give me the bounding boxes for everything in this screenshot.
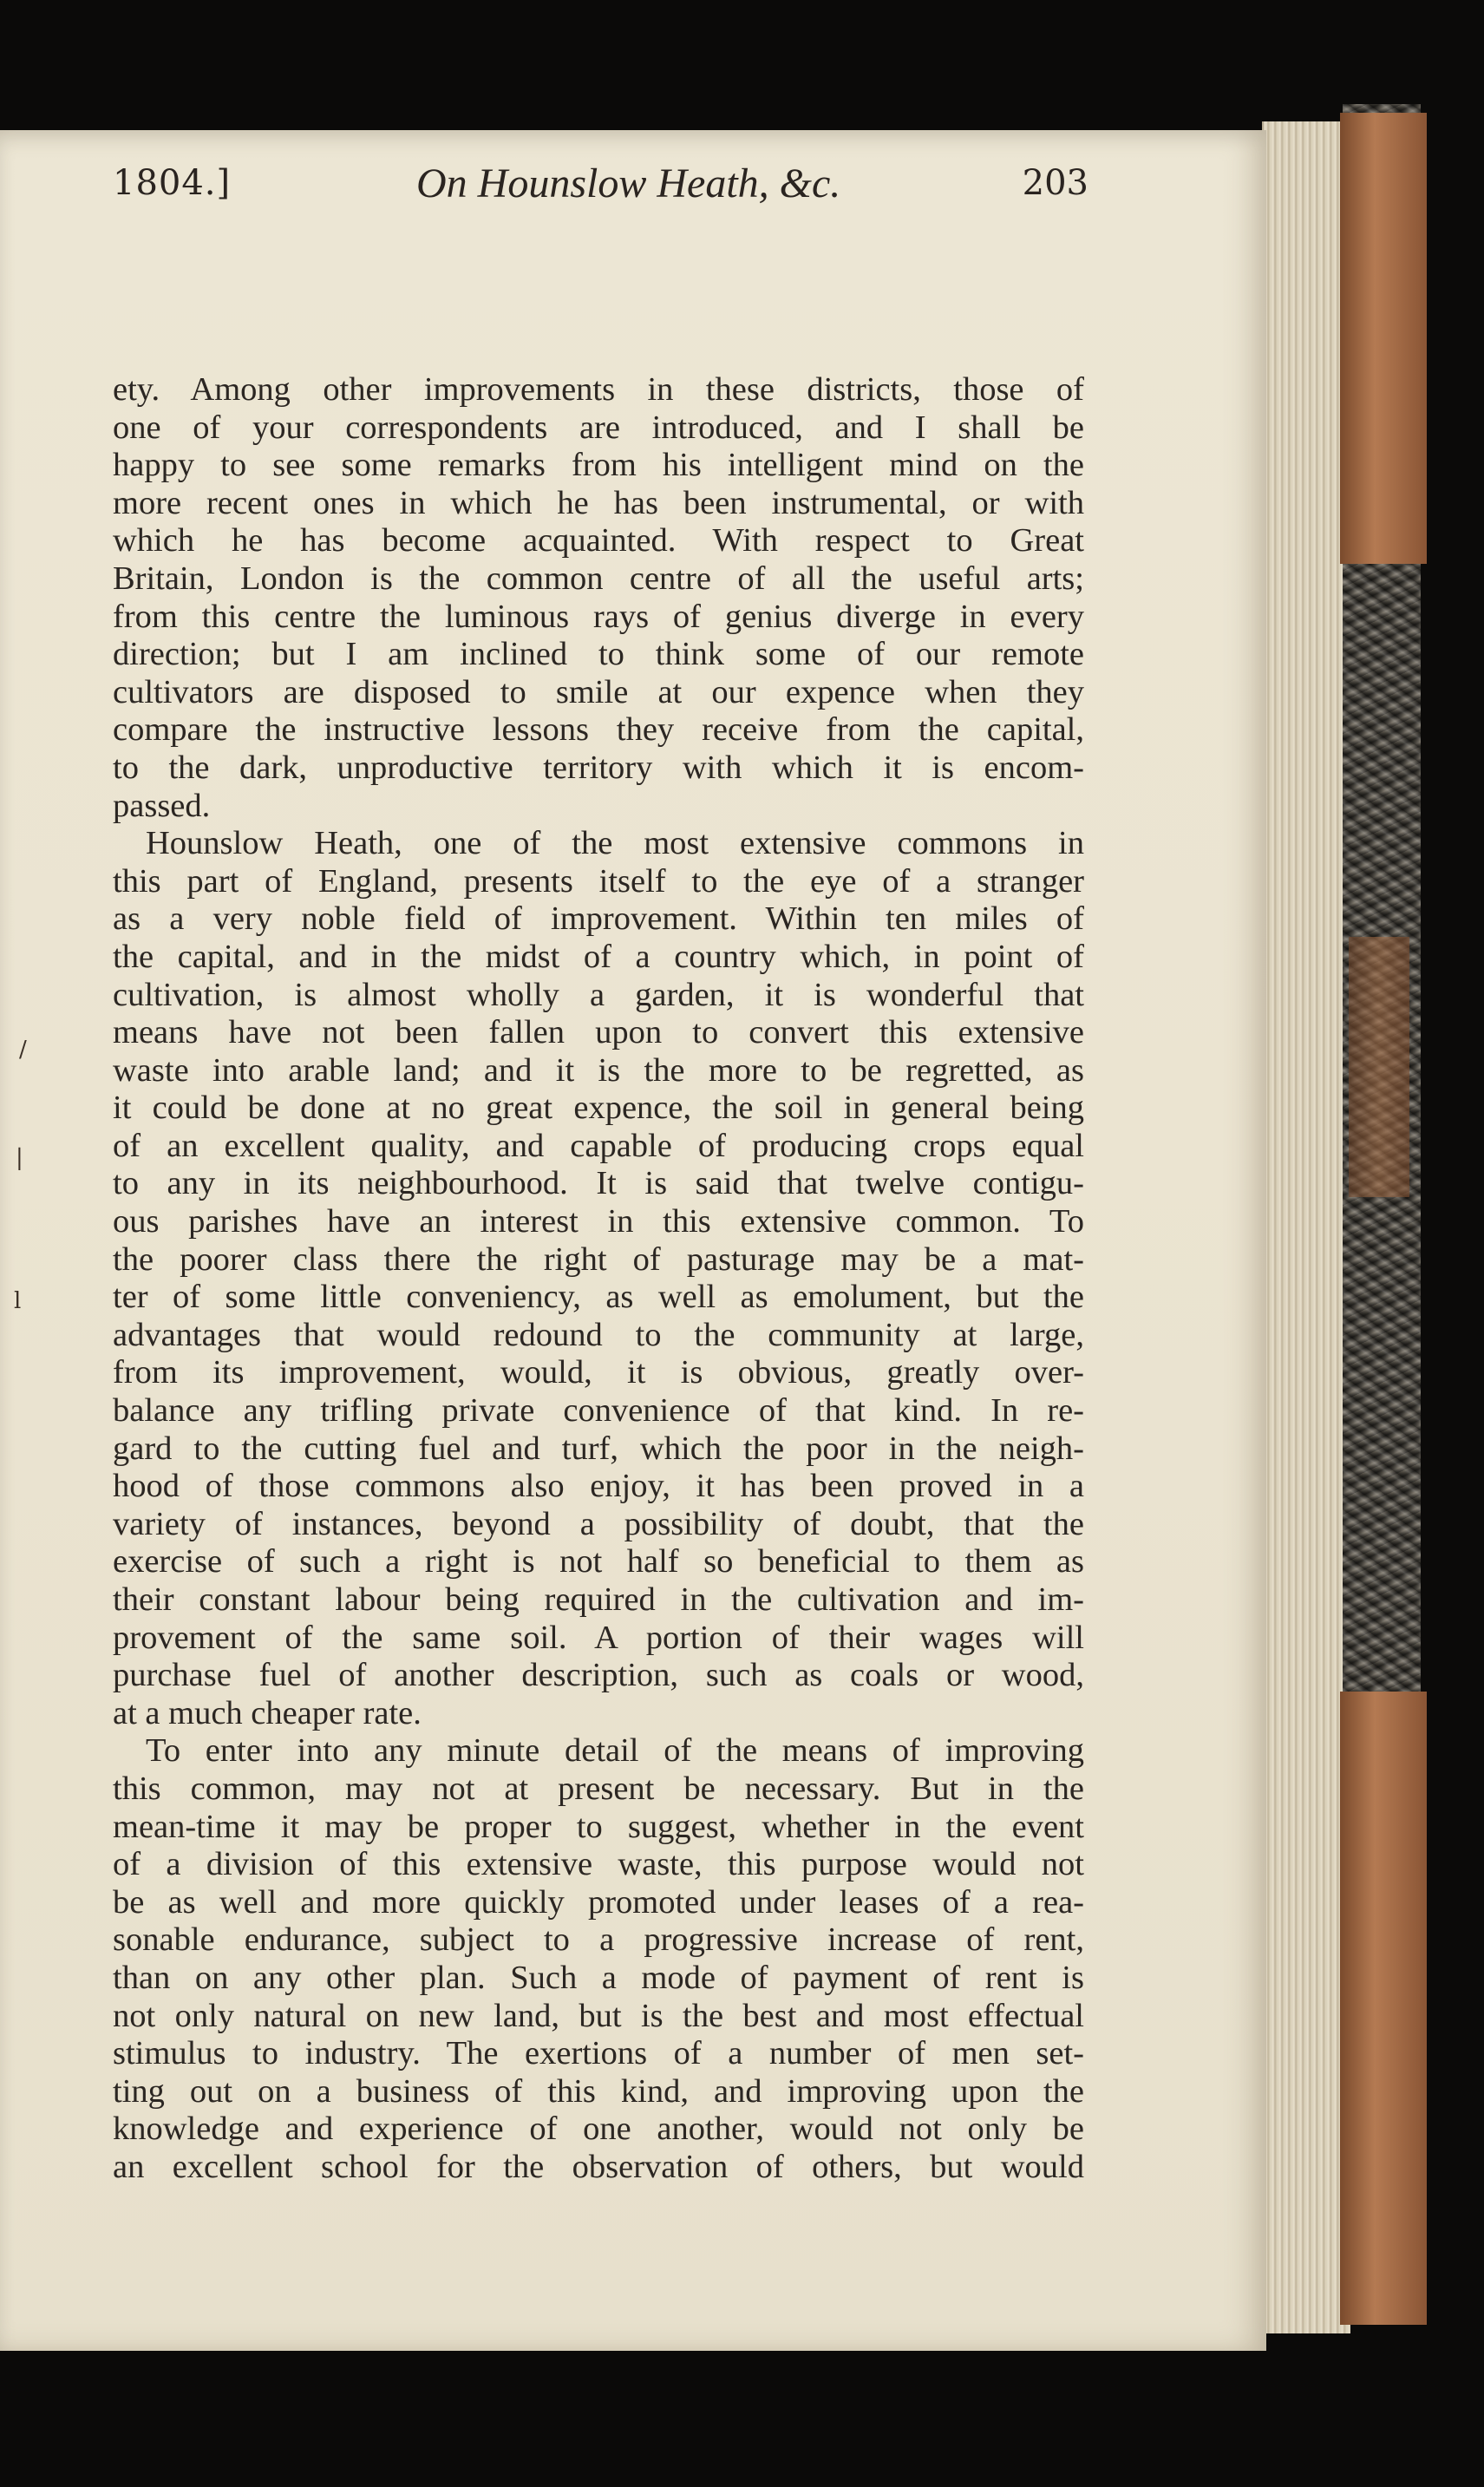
margin-mark: /	[19, 1037, 27, 1063]
text-line: which he has become acquainted. With respect to Great	[113, 522, 1084, 560]
margin-mark: |	[16, 1145, 23, 1171]
text-line: more recent ones in which he has been instrumental, or with	[113, 484, 1084, 521]
text-line: compare the instructive lessons they receive from the capital,	[113, 711, 1084, 749]
leather-spine-top	[1340, 113, 1427, 564]
text-line: cultivators are disposed to smile at our expence when they	[113, 673, 1084, 710]
text-line: their constant labour being required in the cultivation and im-	[113, 1581, 1084, 1618]
text-line: ous parishes have an interest in this extensive common. To	[113, 1203, 1084, 1240]
text-line: sonable endurance, subject to a progressive increase of rent,	[113, 1921, 1084, 1959]
text-line: purchase fuel of another description, such as coals or wood,	[113, 1657, 1084, 1694]
text-line: ety. Among other improvements in these districts, those of	[113, 371, 1084, 408]
leather-spine-middle	[1349, 937, 1409, 1197]
text-line: to any in its neighbourhood. It is said that twelve contigu-	[113, 1165, 1084, 1202]
text-line: To enter into any minute detail of the means of improving	[146, 1732, 1084, 1770]
text-line: be as well and more quickly promoted under leases of a rea-	[113, 1883, 1084, 1921]
text-line: cultivation, is almost wholly a garden, it is wonderful that	[113, 976, 1084, 1013]
text-line: Britain, London is the common centre of all the useful arts;	[113, 560, 1084, 597]
text-line: happy to see some remarks from his intelligent mind on the	[113, 447, 1084, 484]
text-line: than on any other plan. Such a mode of payment of rent is	[113, 1959, 1084, 1996]
text-line: as a very noble field of improvement. Within ten miles of	[113, 900, 1084, 938]
text-line: gard to the cutting fuel and turf, which the poor in the neigh-	[113, 1430, 1084, 1467]
page-edges	[1262, 121, 1350, 2333]
page-number: 203	[1022, 163, 1088, 203]
text-line: exercise of such a right is not half so beneficial to them as	[113, 1543, 1084, 1581]
text-line: one of your correspondents are introduced, and I shall be	[113, 409, 1084, 446]
text-line: advantages that would redound to the community at large,	[113, 1316, 1084, 1353]
text-line: balance any trifling private convenience of that kind. In re-	[113, 1392, 1084, 1430]
text-line: this common, may not at present be necessary. But in the	[113, 1770, 1084, 1807]
margin-mark: l	[14, 1288, 22, 1314]
text-line: Hounslow Heath, one of the most extensive commons in	[146, 825, 1084, 862]
text-line: not only natural on new land, but is the best and most effectual	[113, 1997, 1084, 2034]
text-line: stimulus to industry. The exertions of a number of men set-	[113, 2035, 1084, 2072]
text-line: ter of some little conveniency, as well as emolument, but the	[113, 1279, 1084, 1316]
text-line: waste into arable land; and it is the more to be regretted, as	[113, 1051, 1084, 1089]
text-line: of an excellent quality, and capable of producing crops equal	[113, 1127, 1084, 1164]
leather-spine-bottom	[1340, 1692, 1427, 2325]
running-head	[0, 160, 1266, 224]
text-line: knowledge and experience of one another, would not only be	[113, 2111, 1084, 2148]
text-line: from this centre the luminous rays of genius diverge in every	[113, 598, 1084, 635]
text-line: hood of those commons also enjoy, it has been proved in a	[113, 1468, 1084, 1505]
text-line: of a division of this extensive waste, this purpose would not	[113, 1846, 1084, 1883]
text-line: from its improvement, would, it is obvious, greatly over-	[113, 1354, 1084, 1391]
text-line: this part of England, presents itself to the eye of a stranger	[113, 862, 1084, 900]
text-line: at a much cheaper rate.	[113, 1694, 422, 1731]
body-text	[113, 371, 1084, 2187]
text-line: the capital, and in the midst of a country which, in point of	[113, 938, 1084, 975]
running-head-title: On Hounslow Heath, &c.	[416, 160, 841, 206]
text-line: it could be done at no great expence, the soil in general being	[113, 1090, 1084, 1127]
text-line: passed.	[113, 787, 211, 824]
text-line: provement of the same soil. A portion of their wages will	[113, 1619, 1084, 1656]
text-line: mean-time it may be proper to suggest, whether in the event	[113, 1808, 1084, 1845]
text-line: ting out on a business of this kind, and improving upon the	[113, 2072, 1084, 2110]
text-line: the poorer class there the right of pasturage may be a mat-	[113, 1240, 1084, 1278]
running-head-year: 1804.]	[113, 163, 232, 203]
text-line: variety of instances, beyond a possibility of doubt, that the	[113, 1505, 1084, 1542]
text-line: an excellent school for the observation of others, but would	[113, 2148, 1084, 2185]
text-line: direction; but I am inclined to think some of our remote	[113, 636, 1084, 673]
text-line: means have not been fallen upon to convert this extensive	[113, 1014, 1084, 1051]
text-line: to the dark, unproductive territory with which it is encom-	[113, 749, 1084, 786]
